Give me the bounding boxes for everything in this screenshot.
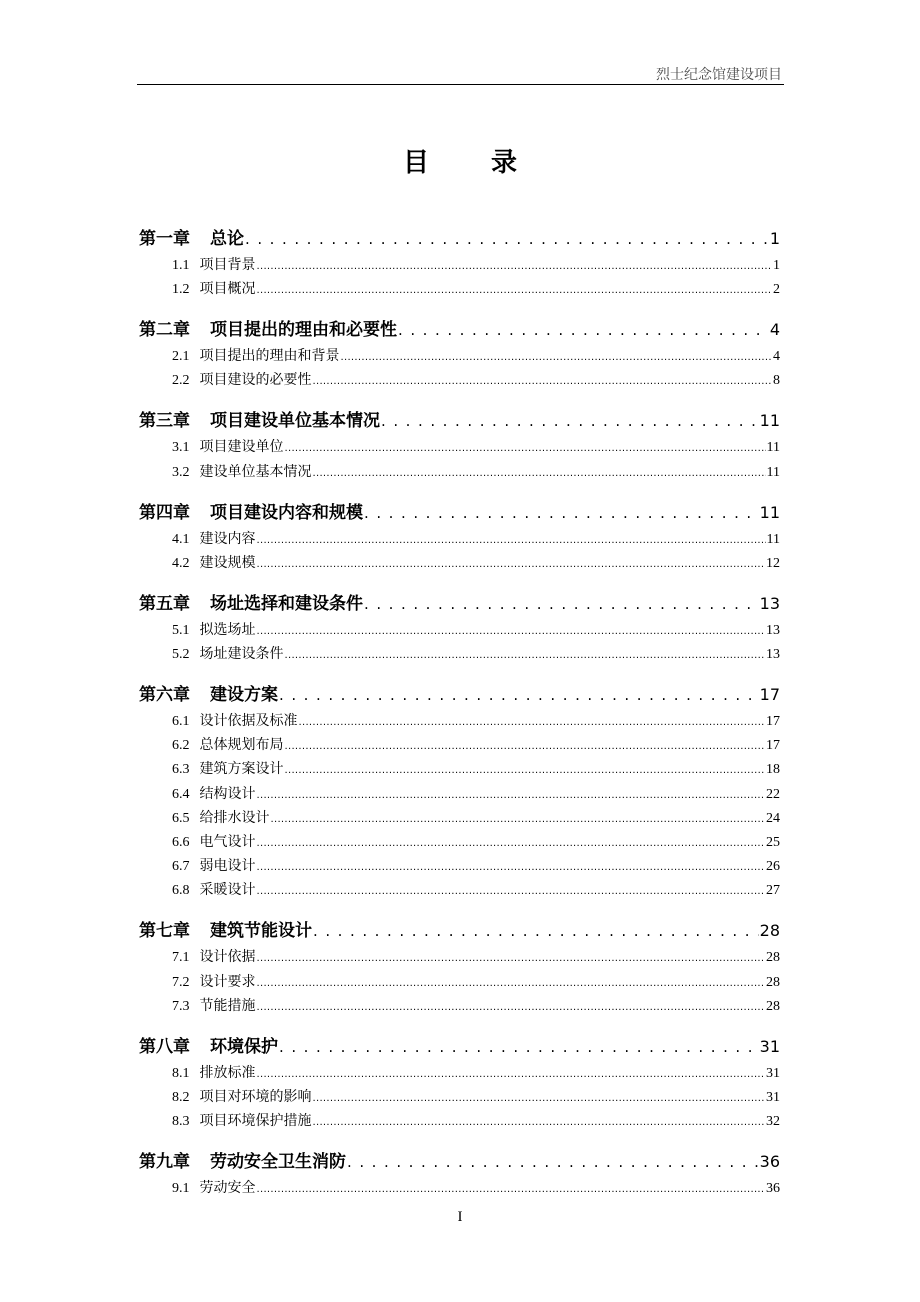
toc-entry-page: 18 <box>766 762 780 778</box>
toc-entry-page: 1 <box>773 258 780 273</box>
toc-entry-title: 项目建设单位基本情况 <box>210 411 380 432</box>
toc-dot-leader <box>341 348 773 364</box>
toc-entry-number: 2.1 <box>172 349 190 365</box>
toc-dot-leader <box>279 685 759 705</box>
toc-chapter-entry[interactable] <box>139 406 780 431</box>
toc-entry-title: 总体规划布局 <box>199 737 284 754</box>
toc-dot-leader <box>313 372 773 388</box>
toc-entry-number: 6.6 <box>172 835 190 850</box>
toc-entry-page: 22 <box>766 786 780 802</box>
toc-title: 目录 <box>402 148 579 178</box>
toc-entry-page: 11 <box>766 440 780 456</box>
toc-entry-page: 31 <box>759 1036 780 1056</box>
toc-entry-page: 11 <box>759 411 780 431</box>
toc-chapter-entry[interactable] <box>139 498 780 523</box>
toc-section-entry[interactable] <box>172 734 780 754</box>
toc-section-entry[interactable] <box>172 254 780 274</box>
toc-section-entry[interactable] <box>172 995 780 1015</box>
toc-dot-leader <box>257 882 766 898</box>
toc-entry-page: 13 <box>759 593 780 613</box>
toc-entry-title: 总论 <box>210 229 244 249</box>
toc-entry-number: 第四章 <box>139 502 190 523</box>
toc-entry-number: 第九章 <box>139 1152 190 1173</box>
toc-entry-title: 电气设计 <box>199 834 256 850</box>
toc-entry-page: 28 <box>766 950 780 966</box>
toc-entry-title: 拟选场址 <box>199 621 256 638</box>
toc-entry-title: 建筑方案设计 <box>199 761 284 778</box>
toc-dot-leader <box>257 949 766 965</box>
toc-entry-title: 项目建设单位 <box>199 439 284 456</box>
toc-entry-number: 8.2 <box>172 1090 190 1105</box>
toc-entry-number: 1.2 <box>172 282 190 298</box>
toc-entry-title: 排放标准 <box>199 1064 256 1081</box>
toc-entry-number: 4.1 <box>172 531 190 547</box>
toc-entry-page: 8 <box>773 373 780 389</box>
toc-entry-title: 项目环境保护措施 <box>199 1113 312 1130</box>
toc-entry-page: 4 <box>773 349 780 365</box>
toc-dot-leader <box>347 1152 759 1172</box>
toc-entry-page: 28 <box>766 974 780 990</box>
toc-entry-page: 17 <box>766 714 780 729</box>
toc-entry-page: 4 <box>769 320 780 340</box>
running-header: 烈士纪念馆建设项目 <box>656 67 782 83</box>
toc-entry-number: 4.2 <box>172 555 190 571</box>
toc-entry-page: 11 <box>766 531 780 547</box>
toc-dot-leader <box>285 646 766 662</box>
toc-dot-leader <box>364 594 759 614</box>
toc-entry-page: 28 <box>766 998 780 1014</box>
toc-entry-number: 7.1 <box>172 950 190 966</box>
toc-dot-leader <box>398 320 769 340</box>
toc-entry-page: 31 <box>766 1090 780 1105</box>
toc-dot-leader <box>257 786 766 802</box>
toc-dot-leader <box>299 713 766 729</box>
toc-entry-number: 7.2 <box>172 974 190 990</box>
toc-dot-leader <box>257 281 773 297</box>
toc-dot-leader <box>257 1180 766 1196</box>
toc-entry-title: 劳动安全卫生消防 <box>210 1152 346 1173</box>
toc-entry-number: 第六章 <box>139 685 190 705</box>
toc-entry-page: 28 <box>759 921 780 941</box>
toc-section-entry[interactable] <box>172 783 780 803</box>
toc-entry-title: 项目提出的理由和必要性 <box>210 320 397 341</box>
toc-entry-title: 项目提出的理由和背景 <box>199 348 340 365</box>
toc-section-entry[interactable] <box>172 278 780 298</box>
toc-entry-number: 第五章 <box>139 593 190 614</box>
toc-entry-title: 项目对环境的影响 <box>199 1089 312 1105</box>
toc-chapter-entry[interactable] <box>139 315 780 340</box>
toc-chapter-entry[interactable] <box>139 224 780 249</box>
toc-dot-leader <box>381 411 759 431</box>
toc-dot-leader <box>285 737 766 753</box>
toc-dot-leader <box>313 1113 766 1129</box>
toc-entry-number: 3.1 <box>172 440 190 456</box>
toc-dot-leader <box>364 503 759 523</box>
toc-entry-title: 项目建设的必要性 <box>199 372 312 389</box>
toc-dot-leader <box>313 921 759 941</box>
toc-entry-number: 6.8 <box>172 883 190 899</box>
toc-entry-number: 2.2 <box>172 373 190 389</box>
toc-entry-title: 设计依据及标准 <box>199 713 298 729</box>
toc-section-entry[interactable] <box>172 807 780 827</box>
toc-dot-leader <box>285 439 766 455</box>
toc-section-entry[interactable] <box>172 710 780 730</box>
toc-chapter-entry[interactable] <box>139 1032 780 1057</box>
toc-section-entry[interactable] <box>172 946 780 966</box>
toc-section-entry[interactable] <box>172 758 780 778</box>
toc-section-entry[interactable] <box>172 1110 780 1130</box>
toc-entry-title: 建筑节能设计 <box>210 921 312 942</box>
toc-entry-title: 场址建设条件 <box>199 646 284 662</box>
toc-dot-leader <box>257 858 766 874</box>
toc-entry-page: 17 <box>759 685 780 704</box>
header-rule <box>137 84 784 85</box>
toc-section-entry[interactable] <box>172 855 780 875</box>
toc-entry-title: 结构设计 <box>199 785 256 802</box>
toc-entry-number: 第二章 <box>139 320 190 341</box>
toc-section-entry[interactable] <box>172 528 780 548</box>
toc-entry-page: 36 <box>766 1181 780 1197</box>
toc-entry-page: 1 <box>769 229 780 248</box>
toc-entry-page: 11 <box>759 502 780 522</box>
page-number: I <box>457 1209 463 1225</box>
toc-dot-leader <box>257 531 766 547</box>
toc-entry-title: 项目建设内容和规模 <box>210 502 363 523</box>
toc-entry-number: 6.1 <box>172 714 190 729</box>
toc-entry-number: 6.7 <box>172 859 190 875</box>
toc-dot-leader <box>257 622 766 638</box>
toc-entry-page: 25 <box>766 835 780 850</box>
toc-entry-number: 6.3 <box>172 762 190 778</box>
toc-section-entry[interactable] <box>172 831 780 851</box>
toc-section-entry[interactable] <box>172 879 780 899</box>
toc-entry-number: 5.1 <box>172 622 190 638</box>
toc-entry-number: 6.4 <box>172 786 190 802</box>
toc-entry-number: 5.2 <box>172 647 190 662</box>
toc-entry-title: 弱电设计 <box>199 858 256 875</box>
toc-entry-page: 27 <box>766 883 780 899</box>
toc-entry-title: 节能措施 <box>199 997 256 1014</box>
toc-entry-title: 设计依据 <box>199 949 256 966</box>
toc-entry-page: 17 <box>766 738 780 754</box>
toc-section-entry[interactable] <box>172 461 780 481</box>
toc-dot-leader <box>285 761 766 777</box>
toc-section-entry[interactable] <box>172 369 780 389</box>
toc-dot-leader <box>245 229 769 249</box>
toc-dot-leader <box>257 257 773 273</box>
toc-entry-title: 建设方案 <box>210 685 278 705</box>
toc-entry-title: 项目背景 <box>199 257 256 273</box>
toc-entry-page: 24 <box>766 810 780 826</box>
toc-entry-number: 8.1 <box>172 1065 190 1081</box>
toc-entry-title: 采暖设计 <box>199 882 256 899</box>
toc-entry-title: 建设规模 <box>199 554 256 571</box>
toc-chapter-entry[interactable] <box>139 589 780 614</box>
toc-entry-number: 7.3 <box>172 998 190 1014</box>
toc-dot-leader <box>271 810 766 826</box>
toc-entry-page: 13 <box>766 622 780 638</box>
toc-entry-title: 建设单位基本情况 <box>199 463 312 480</box>
toc-entry-page: 26 <box>766 859 780 875</box>
toc-dot-leader <box>313 464 766 480</box>
toc-section-entry[interactable] <box>172 345 780 365</box>
toc-entry-page: 12 <box>766 555 780 571</box>
toc-entry-number: 1.1 <box>172 258 190 273</box>
toc-dot-leader <box>257 555 766 571</box>
toc-dot-leader <box>257 1065 766 1081</box>
toc-entry-number: 8.3 <box>172 1114 190 1130</box>
toc-section-entry[interactable] <box>172 552 780 572</box>
toc-entry-page: 2 <box>773 282 780 298</box>
toc-entry-title: 建设内容 <box>199 530 256 547</box>
toc-entry-page: 11 <box>766 464 780 480</box>
toc-entry-page: 32 <box>766 1114 780 1130</box>
toc-section-entry[interactable] <box>172 1062 780 1082</box>
toc-section-entry[interactable] <box>172 971 780 991</box>
toc-section-entry[interactable] <box>172 1086 780 1106</box>
toc-entry-number: 9.1 <box>172 1181 190 1197</box>
toc-entry-page: 36 <box>759 1152 780 1172</box>
toc-entry-number: 第一章 <box>139 229 190 249</box>
toc-entry-title: 设计要求 <box>199 973 256 990</box>
toc-entry-title: 项目概况 <box>199 281 256 298</box>
toc-chapter-entry[interactable] <box>139 680 780 705</box>
toc-entry-number: 3.2 <box>172 464 190 480</box>
toc-section-entry[interactable] <box>172 643 780 663</box>
toc-dot-leader <box>279 1037 759 1057</box>
toc-dot-leader <box>257 834 766 850</box>
toc-section-entry[interactable] <box>172 1177 780 1197</box>
toc-dot-leader <box>257 974 766 990</box>
toc-dot-leader <box>313 1089 766 1105</box>
toc-entry-title: 环境保护 <box>210 1036 278 1057</box>
toc-entry-page: 31 <box>766 1065 780 1081</box>
toc-chapter-entry[interactable] <box>139 1147 780 1172</box>
toc-entry-title: 场址选择和建设条件 <box>210 593 363 614</box>
toc-section-entry[interactable] <box>172 619 780 639</box>
toc-entry-number: 第八章 <box>139 1036 190 1057</box>
toc-entry-number: 第三章 <box>139 411 190 432</box>
toc-section-entry[interactable] <box>172 436 780 456</box>
toc-entry-page: 13 <box>766 647 780 662</box>
toc-entry-number: 6.2 <box>172 738 190 754</box>
toc-entry-number: 第七章 <box>139 921 190 942</box>
toc-chapter-entry[interactable] <box>139 916 780 941</box>
toc-entry-title: 劳动安全 <box>199 1180 256 1197</box>
toc-entry-number: 6.5 <box>172 810 190 826</box>
toc-entry-title: 给排水设计 <box>199 809 270 826</box>
toc-dot-leader <box>257 998 766 1014</box>
